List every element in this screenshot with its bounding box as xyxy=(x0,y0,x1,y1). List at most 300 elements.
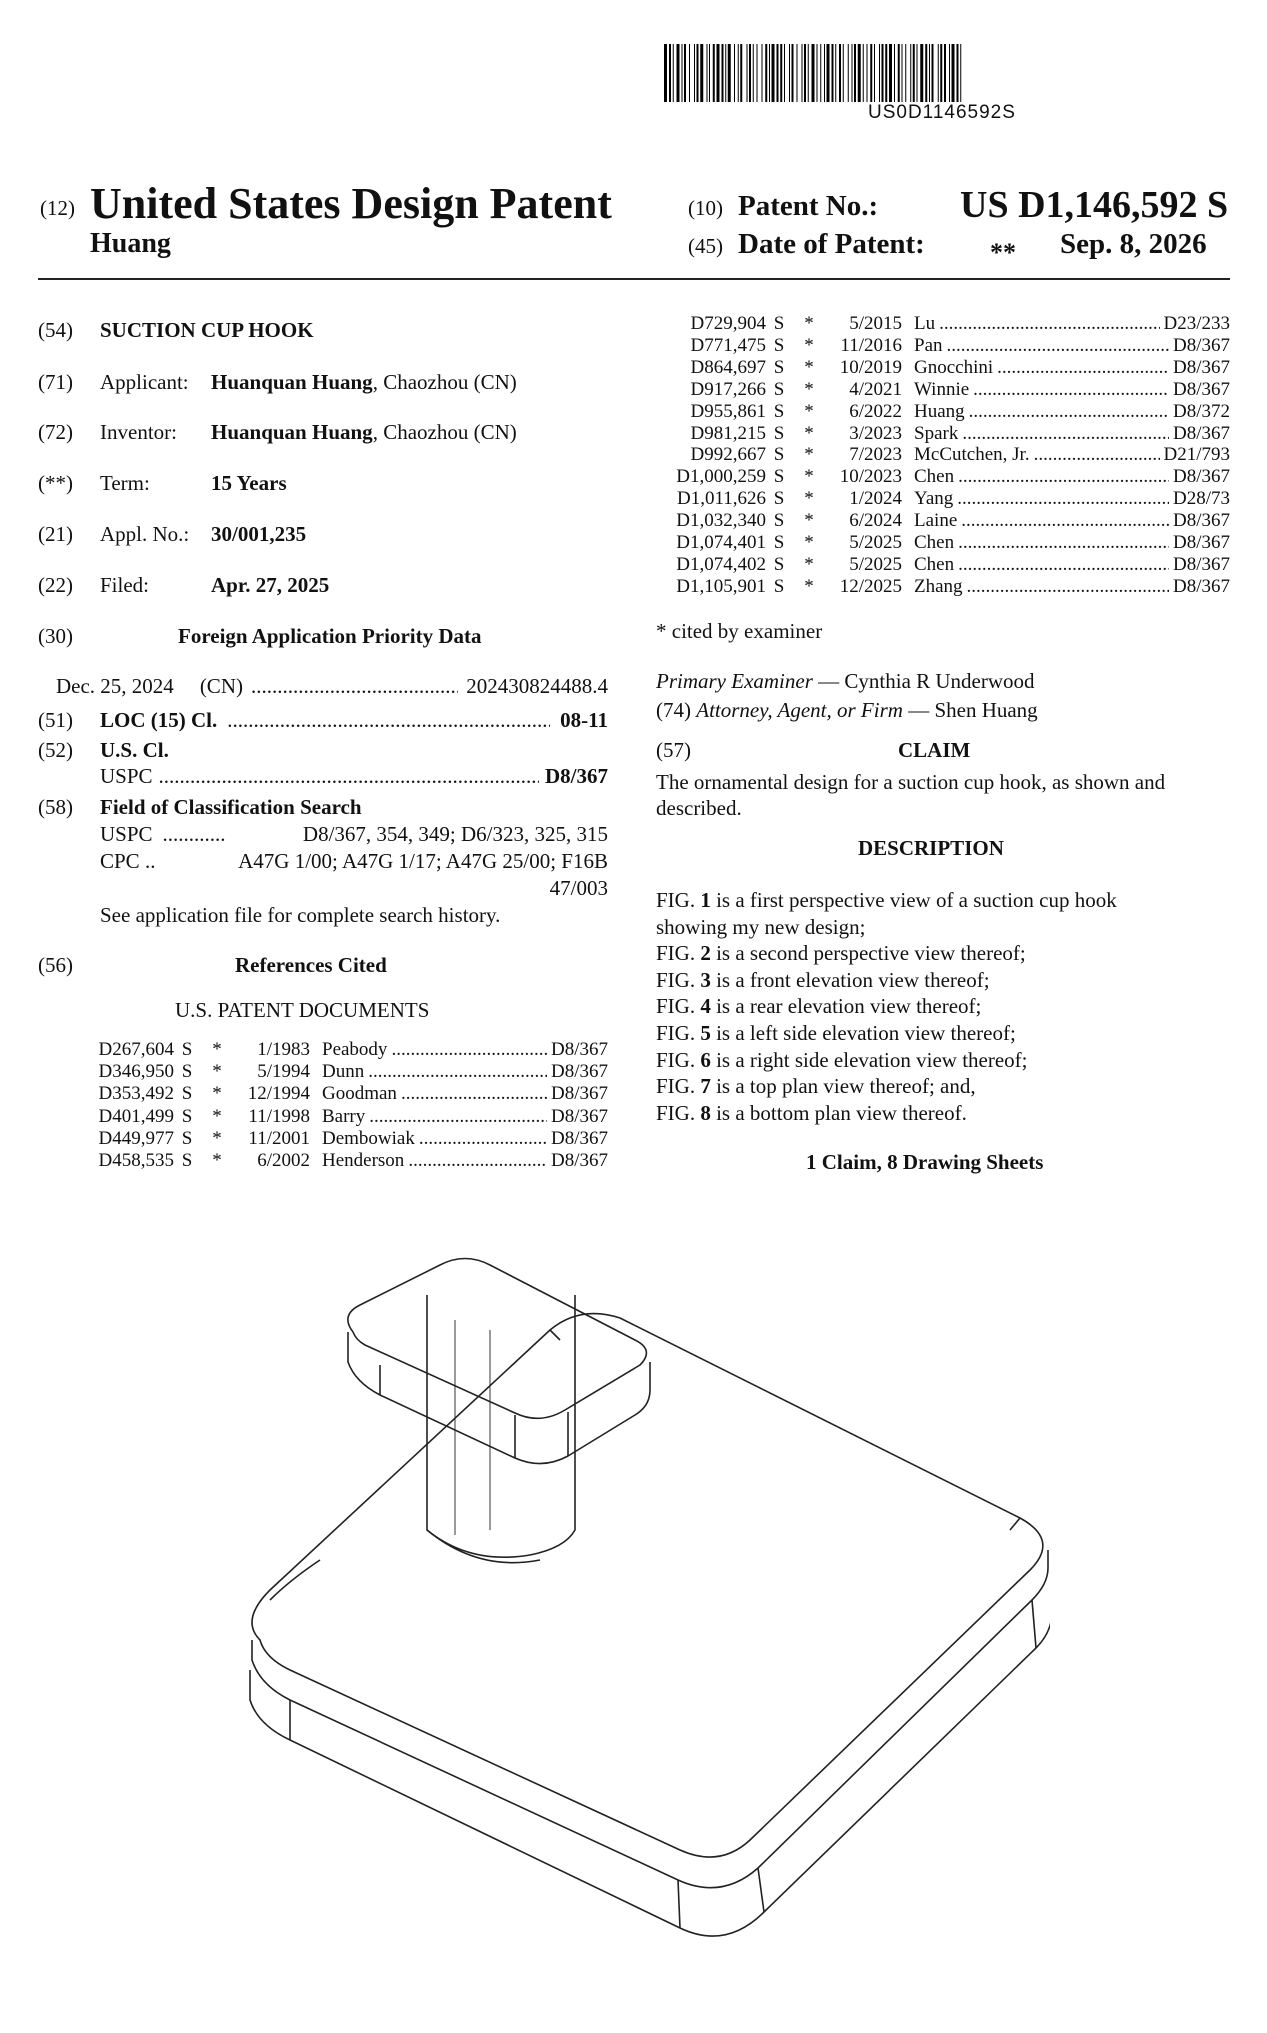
field-cpc-value-cont: 47/003 xyxy=(549,876,608,900)
reference-number: D955,861 xyxy=(690,400,766,422)
fig-number: 7 xyxy=(700,1074,711,1099)
fig-prefix: FIG. xyxy=(656,1100,701,1125)
barcode-bar xyxy=(722,44,724,102)
barcode-bar xyxy=(863,44,864,102)
field-search-note: See application file for complete search history. xyxy=(100,903,501,927)
barcode-bar xyxy=(843,44,844,102)
reference-number: D1,074,402 xyxy=(676,553,766,575)
reference-date: 12/2025 xyxy=(839,575,902,597)
barcode-bar xyxy=(725,44,726,102)
fig-number: 1 xyxy=(700,888,711,912)
reference-name: Chen xyxy=(914,532,955,553)
barcode-bar xyxy=(812,44,815,102)
barcode-bar xyxy=(952,44,955,102)
reference-name: Winnie xyxy=(914,378,970,400)
barcode-bar xyxy=(858,44,861,102)
reference-number: D1,105,901 xyxy=(676,575,766,597)
fig-description: is a bottom plan view thereof. xyxy=(710,1100,967,1125)
reference-cited-mark: * xyxy=(804,532,814,553)
reference-leader xyxy=(419,1128,547,1150)
barcode-bar xyxy=(765,44,767,102)
barcode-bar xyxy=(717,44,720,102)
reference-cited-mark: * xyxy=(804,313,814,334)
reference-date: 6/2024 xyxy=(849,510,902,532)
reference-class: D23/233 xyxy=(1163,313,1230,334)
reference-cited-mark: * xyxy=(804,575,814,597)
cap-edges xyxy=(380,1365,568,1458)
barcode-bar xyxy=(772,44,775,102)
us-patent-documents-heading: U.S. PATENT DOCUMENTS xyxy=(175,998,430,1022)
reference-cited-mark: * xyxy=(804,400,814,422)
reference-row xyxy=(662,335,1230,357)
barcode-bar xyxy=(780,44,782,102)
reference-class: D8/367 xyxy=(551,1061,608,1083)
barcode-bar xyxy=(669,44,671,102)
field-search-heading: Field of Classification Search xyxy=(100,795,362,819)
reference-kind: S xyxy=(773,422,785,444)
reference-row xyxy=(70,1150,608,1172)
barcode-number: US0D1146592S xyxy=(868,102,1016,123)
reference-date: 11/2001 xyxy=(248,1127,310,1149)
reference-kind: S xyxy=(773,334,785,356)
fig-prefix: FIG. xyxy=(656,1021,701,1045)
barcode-bar xyxy=(920,44,923,102)
barcode-bar xyxy=(957,44,959,102)
reference-name: Peabody xyxy=(322,1039,388,1060)
barcode-bar xyxy=(917,44,918,102)
reference-row xyxy=(662,532,1230,554)
barcode-bar xyxy=(905,44,906,102)
reference-kind: S xyxy=(773,488,785,510)
barcode-bar xyxy=(740,44,742,102)
reference-row xyxy=(662,510,1230,532)
fig-prefix: FIG. xyxy=(656,994,701,1019)
barcode-bar xyxy=(854,44,856,102)
reference-name: Huang xyxy=(914,400,965,422)
reference-class: D8/372 xyxy=(1173,400,1230,422)
reference-row xyxy=(662,444,1230,466)
claim-heading: CLAIM xyxy=(898,738,971,762)
description-line xyxy=(656,888,1117,912)
reference-class: D8/367 xyxy=(1173,378,1230,400)
reference-class: D8/367 xyxy=(551,1083,608,1105)
reference-row xyxy=(662,576,1230,598)
claim-text-1: The ornamental design for a suction cup hook, as shown and xyxy=(656,770,1166,794)
reference-name: Chen xyxy=(914,466,955,488)
reference-kind: S xyxy=(181,1083,193,1105)
reference-number: D449,977 xyxy=(98,1127,174,1149)
stem-bottom xyxy=(427,1530,540,1563)
barcode-bar xyxy=(694,44,695,102)
reference-name: Spark xyxy=(914,422,959,444)
us-cl-label: U.S. Cl. xyxy=(100,738,169,762)
priority-row xyxy=(56,674,608,698)
barcode-bar xyxy=(777,44,779,102)
reference-leader xyxy=(958,466,1169,488)
reference-date: 10/2023 xyxy=(839,466,902,488)
reference-name: Barry xyxy=(322,1105,366,1127)
code-71: (71) xyxy=(38,370,73,394)
reference-number: D1,032,340 xyxy=(676,510,766,532)
barcode-bar xyxy=(804,44,806,102)
field-uspc-label: USPC xyxy=(100,822,153,846)
patent-number: US D1,146,592 S xyxy=(960,184,1229,226)
filed-label: Filed: xyxy=(100,573,150,597)
barcode-bar xyxy=(925,44,927,102)
reference-row xyxy=(662,357,1230,379)
reference-date: 11/2016 xyxy=(840,334,902,356)
reference-cited-mark: * xyxy=(212,1150,222,1171)
reference-date: 6/2002 xyxy=(257,1150,310,1171)
header-rule xyxy=(38,278,1230,280)
barcode-bar xyxy=(664,44,667,102)
fig-number: 3 xyxy=(700,967,711,992)
barcode-bar xyxy=(792,44,794,102)
reference-cited-mark: * xyxy=(212,1083,222,1105)
reference-class: D8/367 xyxy=(1173,466,1230,488)
reference-cited-mark: * xyxy=(804,488,814,510)
reference-row xyxy=(70,1106,608,1128)
base-inner-edges xyxy=(270,1330,1020,1600)
priority-number: 202430824488.4 xyxy=(466,674,608,698)
description-line xyxy=(656,1021,1016,1045)
inventor-label: Inventor: xyxy=(100,420,177,444)
reference-class: D8/367 xyxy=(1173,575,1230,597)
base-rim xyxy=(252,1550,1048,1888)
reference-date: 5/2025 xyxy=(849,553,902,575)
barcode-bar xyxy=(707,44,708,102)
barcode-bar xyxy=(797,44,798,102)
reference-cited-mark: * xyxy=(212,1105,222,1127)
reference-date: 11/1998 xyxy=(248,1105,310,1127)
reference-name: Zhang xyxy=(914,575,963,597)
examiner-name: — Cynthia R Underwood xyxy=(812,669,1035,693)
reference-leader xyxy=(997,357,1169,379)
barcode-bar xyxy=(808,44,809,102)
claim-text-2: described. xyxy=(656,796,742,820)
barcode-bar xyxy=(709,44,710,102)
barcode-bar xyxy=(867,44,868,102)
us-cl-leader xyxy=(159,764,539,788)
reference-leader xyxy=(962,423,1169,445)
term-label: Term: xyxy=(100,471,150,495)
code-52: (52) xyxy=(38,738,73,762)
reference-row xyxy=(70,1083,608,1105)
barcode-bar xyxy=(820,44,821,102)
reference-kind: S xyxy=(181,1150,193,1171)
reference-leader xyxy=(967,576,1169,598)
field-uspc-leader xyxy=(163,822,225,846)
fig-number: 6 xyxy=(700,1047,711,1072)
cap-side xyxy=(348,1332,650,1464)
field-cpc-value: A47G 1/00; A47G 1/17; A47G 25/00; F16B xyxy=(238,849,608,873)
reference-number: D401,499 xyxy=(98,1105,174,1127)
reference-name: Dembowiak xyxy=(322,1127,415,1149)
reference-number: D981,215 xyxy=(690,422,766,444)
fig-description: is a top plan view thereof; and, xyxy=(710,1074,976,1099)
priority-country: (CN) xyxy=(199,674,243,698)
reference-row xyxy=(662,313,1230,335)
reference-cited-mark: * xyxy=(212,1061,222,1083)
us-cl-value: D8/367 xyxy=(545,764,608,788)
reference-name: Gnocchini xyxy=(914,356,994,378)
code-term: (**) xyxy=(38,471,73,495)
barcode-bar xyxy=(902,44,903,102)
reference-leader xyxy=(969,401,1169,423)
reference-date: 5/1994 xyxy=(257,1061,310,1083)
description-heading: DESCRIPTION xyxy=(858,836,1004,860)
suction-cup-hook-drawing xyxy=(230,1200,1050,2030)
patent-no-label: Patent No.: xyxy=(738,190,879,222)
reference-kind: S xyxy=(773,575,785,597)
barcode-bar xyxy=(929,44,930,102)
barcode-bar xyxy=(713,44,715,102)
priority-date: Dec. 25, 2024 xyxy=(56,674,174,698)
code-54: (54) xyxy=(38,318,73,342)
barcode-bar xyxy=(882,44,884,102)
inventor-surname: Huang xyxy=(90,228,171,259)
reference-number: D1,000,259 xyxy=(676,466,766,488)
reference-row xyxy=(70,1039,608,1061)
barcode-bar xyxy=(852,44,853,102)
reference-class: D28/73 xyxy=(1173,488,1230,510)
priority-leader xyxy=(251,674,458,698)
cap-top xyxy=(348,1259,647,1419)
barcode-bar xyxy=(960,44,961,102)
reference-name: Pan xyxy=(914,334,943,356)
stem-shading xyxy=(455,1320,490,1535)
barcode-bar xyxy=(789,44,790,102)
reference-leader xyxy=(401,1083,547,1105)
reference-number: D346,950 xyxy=(98,1061,174,1083)
base-outer xyxy=(252,1314,1043,1857)
date-mark: ** xyxy=(990,238,1016,267)
barcode-bar xyxy=(848,44,849,102)
reference-name: Lu xyxy=(914,313,936,334)
barcode-bar xyxy=(769,44,770,102)
applicant xyxy=(211,370,517,394)
reference-number: D353,492 xyxy=(98,1083,174,1105)
reference-number: D267,604 xyxy=(98,1039,174,1060)
reference-row xyxy=(662,554,1230,576)
loc-value: 08-11 xyxy=(560,708,608,732)
loc-row xyxy=(100,708,608,732)
fig-prefix: FIG. xyxy=(656,967,701,992)
code-30: (30) xyxy=(38,624,73,648)
reference-class: D8/367 xyxy=(1173,334,1230,356)
reference-number: D864,697 xyxy=(690,356,766,378)
term-value: 15 Years xyxy=(211,471,287,495)
barcode-bar xyxy=(753,44,754,102)
reference-cited-mark: * xyxy=(804,378,814,400)
reference-row xyxy=(662,379,1230,401)
code-58: (58) xyxy=(38,795,73,819)
description-line xyxy=(656,994,981,1018)
barcode-bar xyxy=(697,44,699,102)
reference-class: D8/367 xyxy=(551,1105,608,1127)
inventor xyxy=(211,420,517,444)
reference-class: D8/367 xyxy=(551,1127,608,1149)
reference-row xyxy=(662,401,1230,423)
reference-name: Chen xyxy=(914,553,955,575)
description-line xyxy=(656,1048,1028,1072)
claims-count: 1 Claim, 8 Drawing Sheets xyxy=(806,1150,1044,1174)
fig-description: is a front elevation view thereof; xyxy=(710,967,990,992)
reference-kind: S xyxy=(773,510,785,532)
barcode-bar xyxy=(949,44,950,102)
reference-leader xyxy=(368,1061,547,1083)
barcode-bar xyxy=(874,44,875,102)
barcode-bar xyxy=(677,44,680,102)
barcode-bar xyxy=(757,44,758,102)
barcode-bar xyxy=(784,44,785,102)
reference-date: 1/2024 xyxy=(849,488,902,510)
reference-leader xyxy=(957,488,1169,510)
fig-prefix: FIG. xyxy=(656,1047,701,1072)
barcode-bar xyxy=(689,44,690,102)
barcode-bar xyxy=(940,44,942,102)
reference-row xyxy=(70,1128,608,1150)
description-line xyxy=(656,941,1026,965)
examiner-label: Primary Examiner xyxy=(656,669,813,693)
reference-class: D8/367 xyxy=(1173,422,1230,444)
reference-number: D992,667 xyxy=(690,444,766,466)
reference-class: D8/367 xyxy=(1173,356,1230,378)
barcode xyxy=(664,44,1224,104)
barcode-bar xyxy=(885,44,887,102)
barcode-bar xyxy=(910,44,911,102)
base-flange xyxy=(250,1585,1050,1936)
inventor-name: Huanquan Huang xyxy=(211,420,373,444)
reference-leader xyxy=(958,532,1169,554)
barcode-bar xyxy=(749,44,751,102)
reference-kind: S xyxy=(773,400,785,422)
reference-leader xyxy=(939,313,1159,335)
reference-kind: S xyxy=(181,1039,193,1060)
reference-name: Dunn xyxy=(322,1061,365,1083)
barcode-bar xyxy=(802,44,803,102)
reference-class: D8/367 xyxy=(551,1150,608,1171)
applicant-name: Huanquan Huang xyxy=(211,370,373,394)
barcode-bar xyxy=(824,44,825,102)
barcode-bar xyxy=(879,44,880,102)
barcode-bar xyxy=(673,44,674,102)
reference-cited-mark: * xyxy=(804,466,814,488)
reference-leader xyxy=(947,335,1170,357)
reference-date: 1/1983 xyxy=(257,1039,310,1060)
examiner-line xyxy=(656,669,1035,693)
reference-cited-mark: * xyxy=(804,444,814,466)
reference-name: Laine xyxy=(914,510,958,532)
reference-number: D1,011,626 xyxy=(676,488,766,510)
field-cpc-row xyxy=(100,849,608,873)
reference-name: Goodman xyxy=(322,1083,397,1105)
reference-kind: S xyxy=(773,553,785,575)
reference-kind: S xyxy=(773,356,785,378)
code-72: (72) xyxy=(38,420,73,444)
reference-class: D8/367 xyxy=(1173,553,1230,575)
barcode-bar xyxy=(870,44,872,102)
reference-date: 10/2019 xyxy=(839,356,902,378)
barcode-bar xyxy=(832,44,834,102)
barcode-bar xyxy=(898,44,900,102)
reference-cited-mark: * xyxy=(804,356,814,378)
base-edges xyxy=(290,1600,1036,1928)
fig-number: 5 xyxy=(700,1021,711,1045)
reference-kind: S xyxy=(181,1127,193,1149)
barcode-bar xyxy=(682,44,683,102)
us-cl-row xyxy=(100,764,608,788)
reference-kind: S xyxy=(181,1105,193,1127)
attorney-line xyxy=(656,698,1038,722)
reference-date: 5/2015 xyxy=(849,313,902,334)
barcode-bar xyxy=(734,44,735,102)
barcode-bar xyxy=(762,44,763,102)
reference-leader xyxy=(973,379,1169,401)
reference-date: 12/1994 xyxy=(247,1083,310,1105)
code-22: (22) xyxy=(38,573,73,597)
applicant-label: Applicant: xyxy=(100,370,189,394)
reference-number: D771,475 xyxy=(690,334,766,356)
field-uspc-value: D8/367, 354, 349; D6/323, 325, 315 xyxy=(302,822,608,846)
reference-leader xyxy=(369,1106,547,1128)
barcode-bar xyxy=(889,44,892,102)
fig-description: is a right side elevation view thereof; xyxy=(710,1047,1028,1072)
us-cl-sub: USPC xyxy=(100,764,153,788)
barcode-bar xyxy=(839,44,841,102)
cited-note: * cited by examiner xyxy=(656,619,823,643)
loc-label: LOC (15) Cl. xyxy=(100,708,218,732)
barcode-bar xyxy=(944,44,946,102)
fig-number: 4 xyxy=(700,994,711,1019)
references-heading: References Cited xyxy=(235,953,387,977)
reference-cited-mark: * xyxy=(212,1127,222,1149)
date-of-patent: Sep. 8, 2026 xyxy=(1060,228,1207,260)
reference-kind: S xyxy=(181,1061,193,1083)
loc-leader xyxy=(227,708,550,732)
reference-number: D458,535 xyxy=(98,1150,174,1171)
title: SUCTION CUP HOOK xyxy=(100,318,314,342)
reference-date: 6/2022 xyxy=(849,400,902,422)
reference-kind: S xyxy=(773,444,785,466)
priority-heading: Foreign Application Priority Data xyxy=(178,624,482,648)
reference-date: 5/2025 xyxy=(849,532,902,553)
fig-prefix: FIG. xyxy=(656,941,701,966)
inventor-location: , Chaozhou (CN) xyxy=(372,420,517,444)
attorney-label: Attorney, Agent, or Firm xyxy=(696,698,903,722)
reference-cited-mark: * xyxy=(804,553,814,575)
barcode-bar xyxy=(747,44,748,102)
reference-leader xyxy=(958,554,1169,576)
barcode-bar xyxy=(938,44,939,102)
barcode-bar xyxy=(932,44,934,102)
field-cpc-label: CPC .. xyxy=(100,849,156,873)
reference-kind: S xyxy=(773,378,785,400)
reference-class: D8/367 xyxy=(1173,510,1230,532)
reference-number: D1,074,401 xyxy=(676,532,766,553)
code-74: (74) xyxy=(656,698,691,722)
barcode-bar xyxy=(894,44,895,102)
reference-leader xyxy=(391,1039,547,1061)
code-12: (12) xyxy=(40,196,75,220)
reference-cited-mark: * xyxy=(804,510,814,532)
barcode-bar xyxy=(684,44,686,102)
description-line xyxy=(656,1074,976,1098)
document-type: United States Design Patent xyxy=(90,179,612,228)
code-10: (10) xyxy=(688,196,723,220)
fig-description: is a first perspective view of a suction cup hook xyxy=(710,888,1117,912)
fig-number: 2 xyxy=(700,941,711,966)
